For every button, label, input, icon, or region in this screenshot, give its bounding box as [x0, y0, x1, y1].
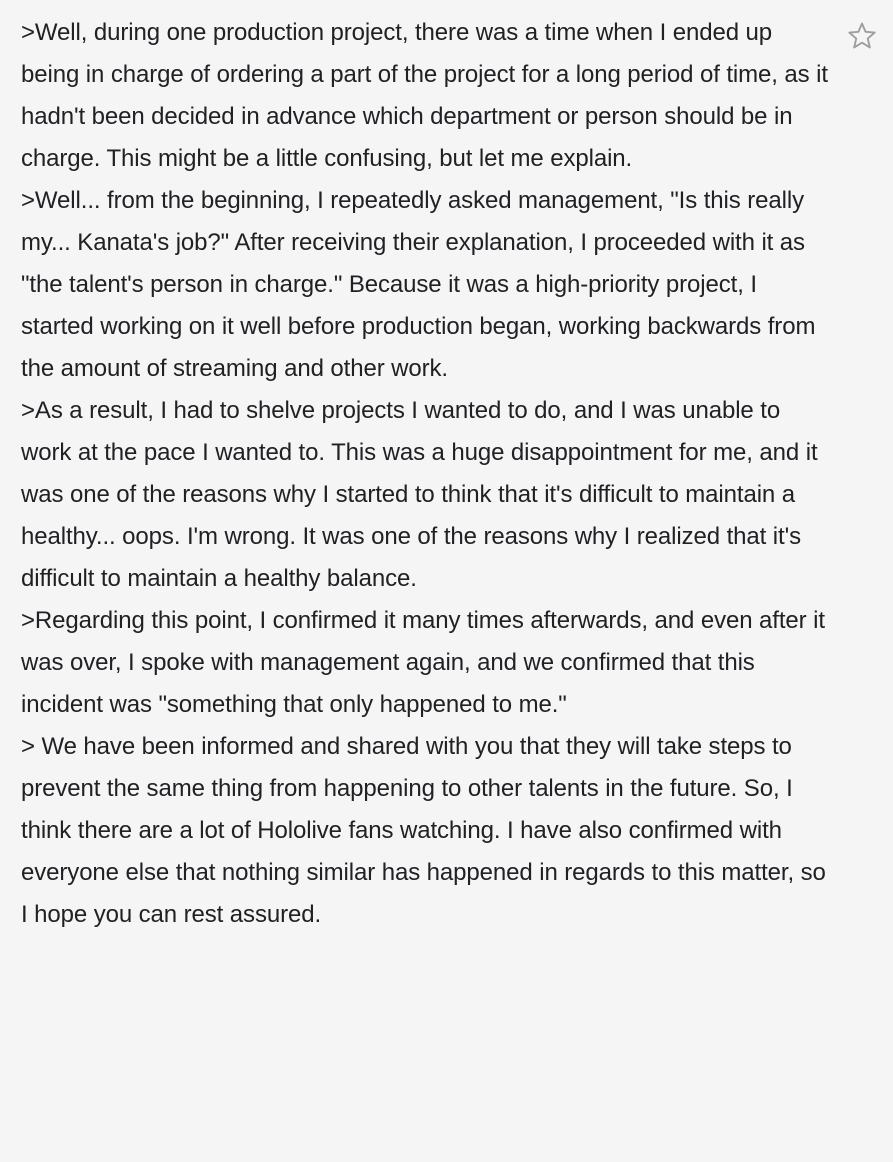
- paragraph-5: > We have been informed and shared with you that they will take steps to prevent the same thing from happening to other talents in the future. So, I think there are a lot of Hololive fans watching. I have also confirmed with everyone else that nothing similar has happened in regards to this matter, so I hope you can rest assured.: [21, 733, 826, 928]
- paragraph-2: >Well... from the beginning, I repeatedly asked management, "Is this really my... Kanata's job?" After receiving their explanation, I proceeded with it as "the talent's person in charge." Because it was a high-priority project, I started working on it well before production began, working backwards from the amount of streaming and other work.: [21, 187, 816, 382]
- paragraph-4: >Regarding this point, I confirmed it many times afterwards, and even after it was over, I spoke with management again, and we confirmed that this incident was "something that only happened to me.": [21, 607, 825, 718]
- paragraph-1: >Well, during one production project, there was a time when I ended up being in charge of ordering a part of the project for a long period of time, as it hadn't been decided in advance which department or person should be in charge. This might be a little confusing, but let me explain.: [21, 19, 828, 172]
- paragraph-3: >As a result, I had to shelve projects I wanted to do, and I was unable to work at the pace I wanted to. This was a huge disappointment for me, and it was one of the reasons why I started to think that it's difficult to maintain a healthy... oops. I'm wrong. It was one of the reasons why I realized that it's difficult to maintain a healthy balance.: [21, 397, 818, 592]
- message-body: [21, 12, 829, 936]
- star-icon[interactable]: [846, 20, 878, 52]
- star-outline-icon: [846, 20, 878, 52]
